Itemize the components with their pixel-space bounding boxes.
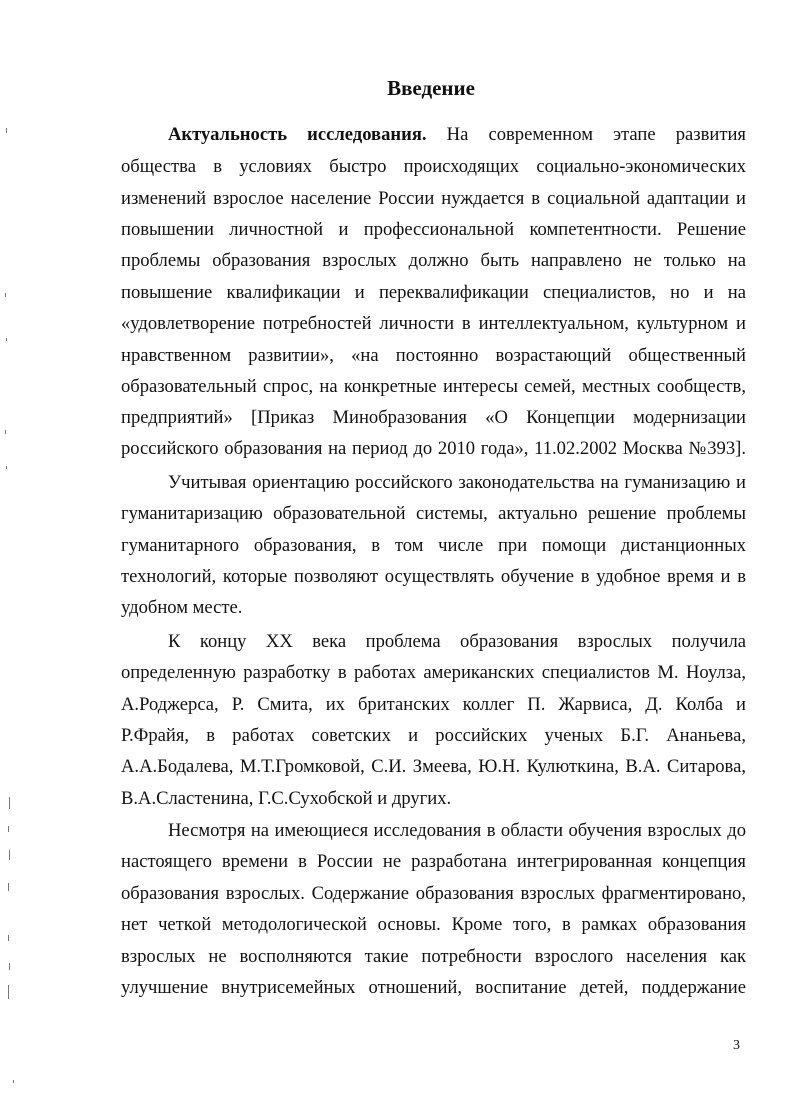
body-line: улучшение внутрисемейных отношений, воспитание детей, поддержание <box>121 977 746 998</box>
body-line: изменений взрослое население России нуждается в социальной адаптации и <box>121 188 746 209</box>
scan-speck <box>6 338 7 341</box>
scan-speck <box>9 850 10 860</box>
body-line <box>168 122 746 148</box>
scan-speck <box>8 935 9 941</box>
body-line: нет четкой методологической основы. Кроме того, в рамках образования <box>121 914 746 935</box>
body-line: повышении личностной и профессиональной компетентности. Решение <box>121 219 746 240</box>
scan-speck <box>8 826 9 832</box>
body-line: общества в условиях быстро происходящих социально-экономических <box>121 156 746 177</box>
scan-speck <box>5 293 6 297</box>
scan-speck <box>5 430 6 434</box>
body-line: технологий, которые позволяют осуществлять обучение в удобное время и в <box>121 566 746 587</box>
body-line: образования взрослых. Содержание образования взрослых фрагментировано, <box>121 883 746 904</box>
body-line: взрослых не восполняются такие потребности взрослого населения как <box>121 946 746 967</box>
scan-speck <box>8 883 9 891</box>
scan-speck <box>13 1080 14 1083</box>
body-line: повышение квалификации и переквалификации специалистов, но и на <box>121 282 746 303</box>
body-line: А.Роджерса, Р. Смита, их британских коллег П. Жарвиса, Д. Колба и <box>121 694 746 715</box>
page-title: Введение <box>387 76 475 100</box>
section-lead: Актуальность исследования. <box>168 124 427 145</box>
body-line: «удовлетворение потребностей личности в интеллектуальном, культурном и <box>121 313 746 334</box>
scan-speck <box>8 985 9 999</box>
body-line: Несмотря на имеющиеся исследования в области обучения взрослых до <box>168 820 746 841</box>
scan-speck <box>6 128 7 133</box>
scan-speck <box>6 466 7 469</box>
body-line: настоящего времени в России не разработана интегрированная концепция <box>121 851 746 872</box>
body-line: проблемы образования взрослых должно быть направлено не только на <box>121 250 746 271</box>
body-line: К концу XX века проблема образования взрослых получила <box>168 631 746 652</box>
body-line: предприятий» [Приказ Минобразования «О Концепции модернизации <box>121 407 746 428</box>
page-number: 3 <box>733 1038 740 1053</box>
body-line: российского образования на период до 2010 года», 11.02.2002 Москва №393]. <box>121 438 746 459</box>
body-line: нравственном развитии», «на постоянно возрастающий общественный <box>121 345 746 366</box>
body-line: А.А.Бодалева, М.Т.Громковой, С.И. Змеева, Ю.Н. Кулюткина, В.А. Ситарова, <box>121 756 746 777</box>
body-line: гуманитарного образования, в том числе при помощи дистанционных <box>121 535 746 556</box>
body-line: Р.Фрайя, в работах советских и российских ученых Б.Г. Ананьева, <box>121 725 746 746</box>
body-line: В.А.Сластенина, Г.С.Сухобской и других. <box>121 788 452 809</box>
scan-speck <box>9 797 10 809</box>
body-line: образовательный спрос, на конкретные интересы семей, местных сообществ, <box>121 376 746 397</box>
body-line: удобном месте. <box>121 597 243 618</box>
body-line: Учитывая ориентацию российского законодательства на гуманизацию и <box>168 472 746 493</box>
body-text: На современном этапе развития <box>426 124 746 145</box>
body-line: гуманитаризацию образовательной системы, актуально решение проблемы <box>121 503 746 524</box>
scan-speck <box>9 963 10 970</box>
body-line: определенную разработку в работах американских специалистов М. Ноулза, <box>121 662 746 683</box>
